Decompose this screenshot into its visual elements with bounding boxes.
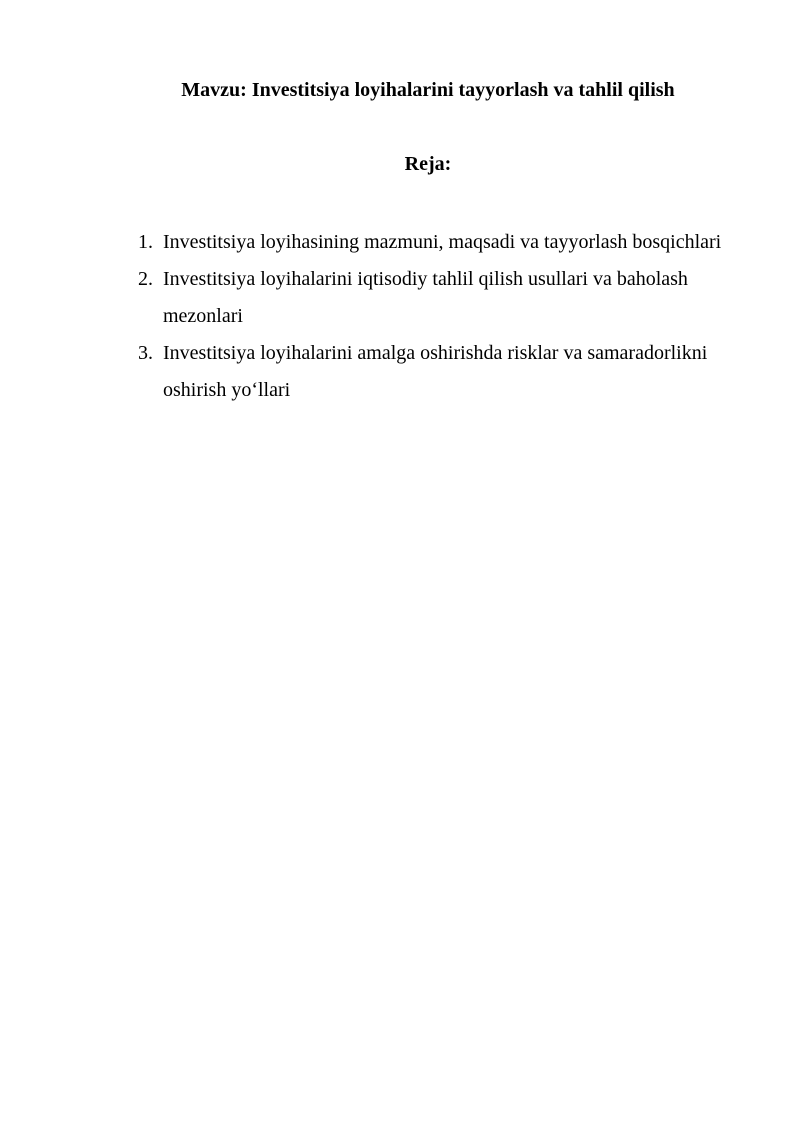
- plan-item-text: Investitsiya loyihalarini amalga oshirishda risklar va samaradorlikni oshirish yo‘llari: [163, 342, 708, 401]
- plan-item-number: 2.: [138, 268, 153, 290]
- plan-item-3: [0, 335, 800, 409]
- plan-list: [0, 224, 800, 409]
- plan-item-number: 3.: [138, 342, 153, 364]
- document-title: Mavzu: Investitsiya loyihalarini tayyorlash va tahlil qilish: [181, 79, 675, 101]
- plan-item-1: [0, 224, 800, 261]
- plan-item-2: [0, 261, 800, 335]
- plan-item-text: Investitsiya loyihasining mazmuni, maqsadi va tayyorlash bosqichlari: [163, 231, 722, 253]
- plan-item-number: 1.: [138, 231, 153, 253]
- plan-item-text: Investitsiya loyihalarini iqtisodiy tahlil qilish usullari va baholash mezonlari: [163, 268, 688, 327]
- plan-heading: Reja:: [404, 153, 452, 175]
